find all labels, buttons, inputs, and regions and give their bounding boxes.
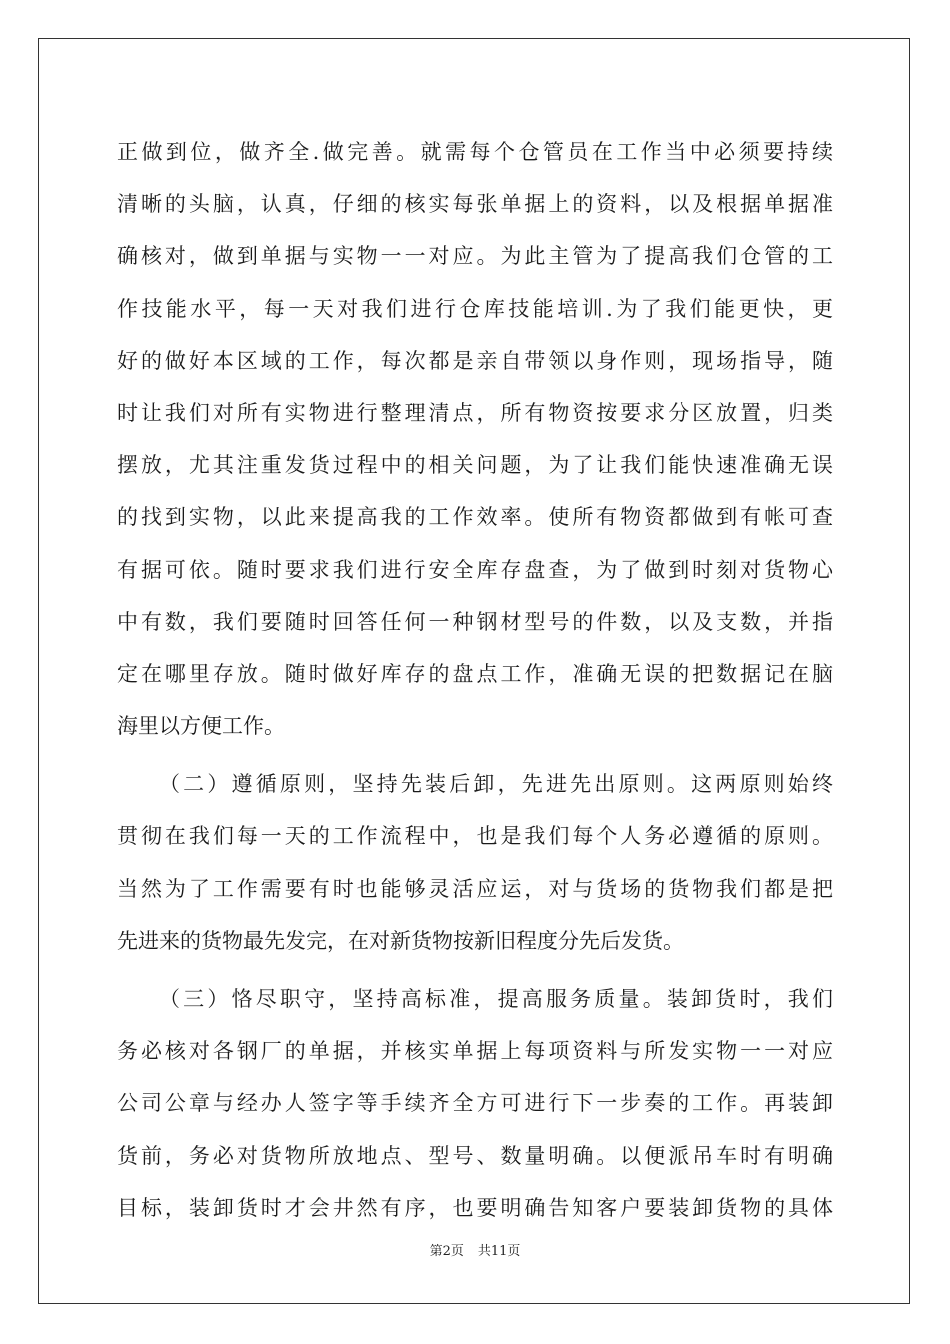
text-line: （三）恪尽职守，坚持高标准，提高服务质量。装卸货时，我们	[159, 987, 833, 1011]
text-line: 摆放，尤其注重发货过程中的相关问题，为了让我们能快速准确无误	[117, 453, 833, 478]
text-line: 好的做好本区域的工作，每次都是亲自带领以身作则，现场指导，随	[117, 348, 833, 373]
text-line: （二）遵循原则，坚持先装后卸，先进先出原则。这两原则始终	[159, 772, 833, 797]
text-line: 贯彻在我们每一天的工作流程中，也是我们每个人务必遵循的原则。	[117, 824, 833, 849]
text-line: 定在哪里存放。随时做好库存的盘点工作，准确无误的把数据记在脑	[117, 661, 833, 686]
text-line: 正做到位，做齐全.做完善。就需每个仓管员在工作当中必须要持续	[117, 140, 833, 164]
text-line: 清晰的头脑，认真，仔细的核实每张单据上的资料，以及根据单据准	[117, 192, 833, 217]
paragraph	[117, 126, 833, 752]
page-footer	[0, 1240, 950, 1259]
text-line: 务必核对各钢厂的单据，并核实单据上每项资料与所发实物一一对应	[117, 1039, 833, 1064]
text-line: 货前，务必对货物所放地点、型号、数量明确。以便派吊车时有明确	[117, 1143, 833, 1168]
text-line: 公司公章与经办人签字等手续齐全方可进行下一步奏的工作。再装卸	[117, 1091, 833, 1116]
document-body	[117, 126, 833, 1234]
text-line: 时让我们对所有实物进行整理清点，所有物资按要求分区放置，归类	[117, 400, 833, 425]
text-line: 确核对，做到单据与实物一一对应。为此主管为了提高我们仓管的工	[117, 244, 833, 269]
page-total: 共11页	[477, 1244, 521, 1259]
text-line: 目标，装卸货时才会井然有序，也要明确告知客户要装卸货物的具体	[117, 1195, 833, 1220]
text-line: 当然为了工作需要有时也能够灵活应运，对与货场的货物我们都是把	[117, 876, 833, 901]
text-line: 先进来的货物最先发完，在对新货物按新旧程度分先后发货。	[117, 928, 684, 953]
text-line: 有据可依。随时要求我们进行安全库存盘查，为了做到时刻对货物心	[117, 557, 833, 582]
paragraph	[117, 973, 833, 1234]
paragraph	[117, 758, 833, 967]
page-number: 第2页	[429, 1244, 464, 1259]
text-line: 的找到实物，以此来提高我的工作效率。使所有物资都做到有帐可查	[117, 505, 833, 530]
text-line: 作技能水平，每一天对我们进行仓库技能培训.为了我们能更快，更	[117, 296, 833, 321]
text-line: 海里以方便工作。	[117, 714, 285, 739]
text-line: 中有数，我们要随时回答任何一种钢材型号的件数，以及支数，并指	[117, 609, 833, 634]
